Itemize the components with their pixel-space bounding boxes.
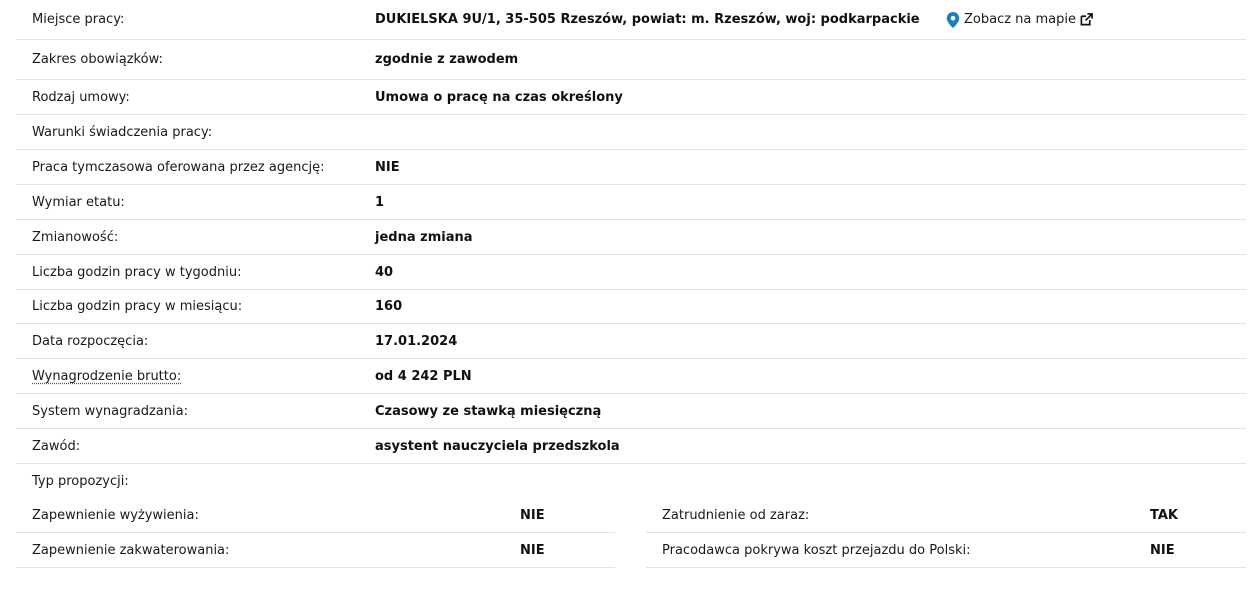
row-label: Zmianowość:: [32, 229, 119, 245]
row-label: [16, 369, 375, 384]
salary-tooltip-trigger[interactable]: Wynagrodzenie brutto:: [32, 368, 182, 384]
row-godziny-miesiac: [16, 290, 1246, 324]
row-label: Miejsce pracy:: [32, 12, 125, 27]
row-label: Data rozpoczęcia:: [32, 333, 149, 349]
external-link-icon: [1080, 13, 1093, 26]
row-rodzaj-umowy: [16, 80, 1246, 115]
row-value: 160: [375, 299, 403, 314]
row-value: TAK: [1150, 507, 1178, 523]
row-data-rozpoczecia: [16, 324, 1246, 359]
row-system-wynagradzania: [16, 394, 1246, 429]
row-value: Umowa o pracę na czas określony: [375, 89, 623, 105]
row-value: jedna zmiana: [375, 229, 473, 245]
row-value: zgodnie z zawodem: [375, 52, 519, 67]
row-zapewnienie-zakwaterowania: [16, 533, 615, 568]
row-value: NIE: [520, 542, 545, 558]
row-value: DUKIELSKA 9U/1, 35-505 Rzeszów, powiat: m. Rzeszów, woj: podkarpackie: [375, 12, 920, 27]
row-label: System wynagradzania:: [32, 403, 188, 419]
row-value: NIE: [1150, 542, 1175, 558]
row-value: asystent nauczyciela przedszkola: [375, 438, 620, 454]
row-value: NIE: [375, 159, 400, 175]
see-on-map-label: Zobacz na mapie: [964, 12, 1077, 27]
row-label: Zatrudnienie od zaraz:: [662, 507, 810, 523]
row-miejsce-pracy: [16, 0, 1246, 40]
row-value: 17.01.2024: [375, 333, 458, 349]
row-zmianowosc: [16, 220, 1246, 255]
map-pin-icon: [946, 12, 960, 28]
row-warunki-swiadczenia: [16, 115, 1246, 150]
row-label: Warunki świadczenia pracy:: [32, 124, 213, 140]
row-label: Zapewnienie zakwaterowania:: [32, 542, 230, 558]
row-label: Rodzaj umowy:: [32, 89, 130, 105]
job-details-table: [16, 0, 1246, 499]
row-koszt-przejazdu: [646, 533, 1246, 568]
row-value: 40: [375, 264, 394, 280]
row-value: 1: [375, 194, 385, 210]
row-godziny-tydzien: [16, 255, 1246, 290]
row-label: Zapewnienie wyżywienia:: [32, 507, 199, 523]
row-zatrudnienie-od-zaraz: [646, 498, 1246, 533]
row-label: Liczba godzin pracy w miesiącu:: [32, 299, 243, 314]
row-label: Typ propozycji:: [32, 474, 129, 489]
row-wymiar-etatu: [16, 185, 1246, 220]
row-value: NIE: [520, 507, 545, 523]
row-label: Zakres obowiązków:: [32, 52, 163, 67]
row-label: Pracodawca pokrywa koszt przejazdu do Polski:: [662, 542, 971, 558]
row-label: Praca tymczasowa oferowana przez agencję:: [32, 159, 325, 175]
row-zapewnienie-wyzywienia: [16, 498, 615, 533]
row-typ-propozycji: [16, 464, 1246, 499]
row-zawod: [16, 429, 1246, 464]
row-value: Czasowy ze stawką miesięczną: [375, 403, 602, 419]
row-value: od 4 242 PLN: [375, 368, 472, 384]
row-label: Zawód:: [32, 438, 81, 454]
row-wynagrodzenie: [16, 359, 1246, 394]
see-on-map-link[interactable]: [946, 12, 1093, 28]
row-praca-tymczasowa: [16, 150, 1246, 185]
row-label: Liczba godzin pracy w tygodniu:: [32, 264, 242, 280]
row-label: Wymiar etatu:: [32, 194, 125, 210]
row-zakres-obowiazkow: [16, 40, 1246, 80]
